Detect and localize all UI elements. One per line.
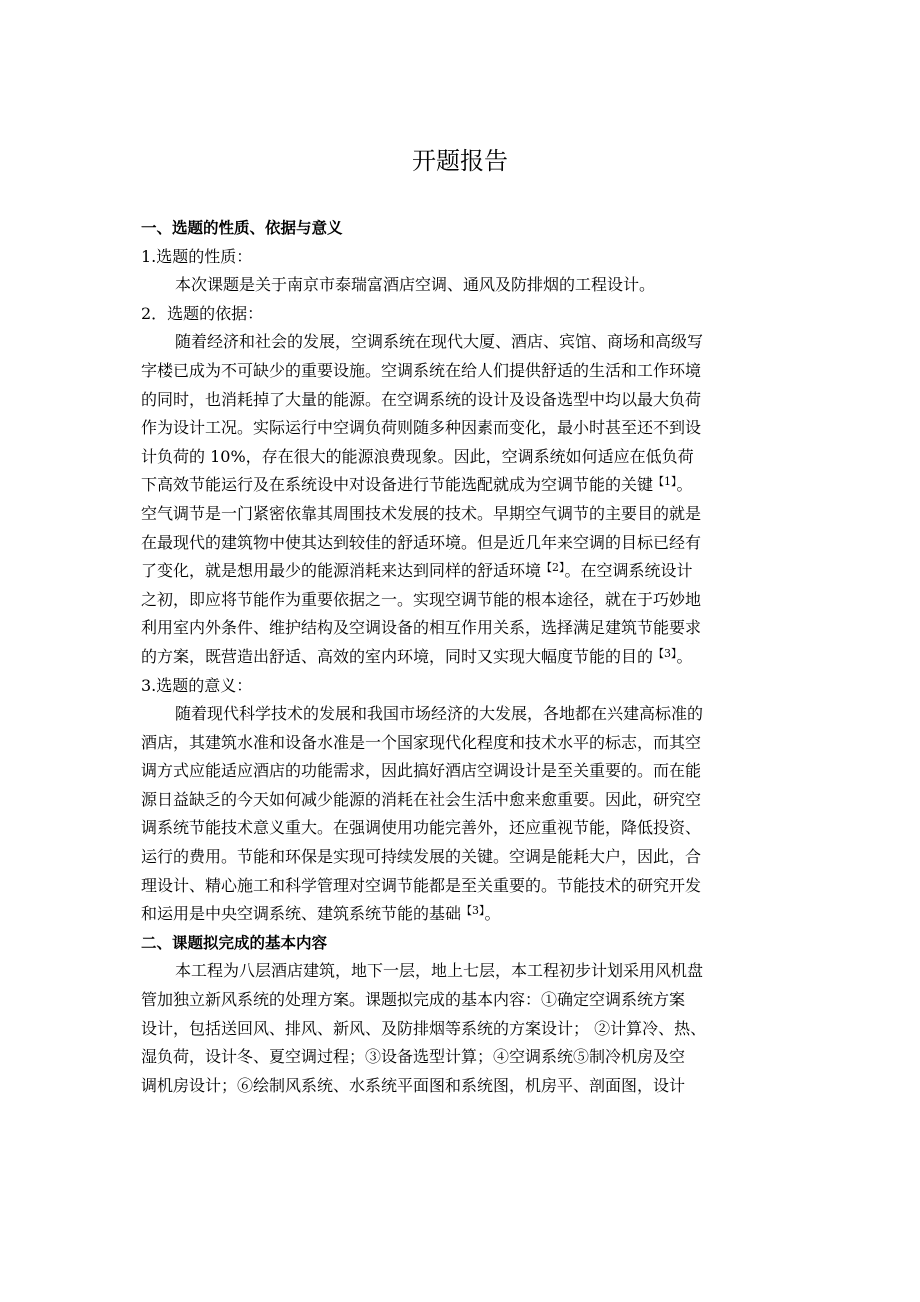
significance-line: 调系统节能技术意义重大。在强调使用功能完善外，还应重视节能，降低投资、 [141,818,702,838]
nature-paragraph: 本次课题是关于南京市泰瑞富酒店空调、通风及防排烟的工程设计。 [175,275,656,295]
basis-label: 2．选题的依据： [141,303,264,323]
page-title: 开题报告 [412,147,508,175]
section-heading-2: 二、课题拟完成的基本内容 [141,933,328,952]
content-line: 管加独立新风系统的处理方案。课题拟完成的基本内容：①确定空调系统方案 [141,990,686,1010]
basis-line-text: 的方案，既营造出舒适、高效的室内环境，同时又实现大幅度节能的目的 [141,646,654,666]
citation-ref-2: 【2】 [541,561,565,575]
citation-ref-3: 【3】 [653,646,677,660]
sentence-end: 。 [676,646,693,666]
significance-line: 源日益缺乏的今天如何减少能源的消耗在社会生活中愈来愈重要。因此，研究空 [141,789,702,809]
basis-line: 计负荷的 10%，存在很大的能源浪费现象。因此，空调系统如何适应在低负荷 [141,446,694,466]
basis-line-tail: 。在空调系统设计 [564,561,693,581]
citation-ref-3b: 【3】 [461,904,485,918]
significance-line: 运行的费用。节能和环保是实现可持续发展的关键。空调是能耗大户，因此，合 [141,847,702,867]
basis-line: 之初，即应将节能作为重要依据之一。实现空调节能的根本途径，就在于巧妙地 [141,589,702,609]
basis-line: 利用室内外条件、维护结构及空调设备的相互作用关系，选择满足建筑节能要求 [141,618,702,638]
significance-line-text: 和运用是中央空调系统、建筑系统节能的基础 [141,904,462,924]
basis-line: 的同时，也消耗掉了大量的能源。在空调系统的设计及设备选型中均以最大负荷 [141,389,702,409]
basis-line-text: 了变化，就是想用最少的能源消耗来达到同样的舒适环境 [141,561,542,581]
basis-line-with-ref [141,557,779,586]
significance-line: 随着现代科学技术的发展和我国市场经济的大发展，各地都在兴建高标准的 [175,704,704,724]
nature-label: 1.选题的性质： [141,246,253,266]
basis-line: 作为设计工况。实际运行中空调负荷则随多种因素而变化，最小时甚至还不到设 [141,418,702,438]
sentence-end: 。 [484,904,501,924]
citation-ref-1: 【1】 [653,475,677,489]
basis-line: 空气调节是一门紧密依靠其周围技术发展的技术。早期空气调节的主要目的就是 [141,503,702,523]
basis-line: 在最现代的建筑物中使其达到较佳的舒适环境。但是近几年来空调的目标已经有 [141,532,702,552]
significance-line: 理设计、精心施工和科学管理对空调节能都是至关重要的。节能技术的研究开发 [141,875,702,895]
basis-line: 字楼已成为不可缺少的重要设施。空调系统在给人们提供舒适的生活和工作环境 [141,360,702,380]
sentence-end: 。 [676,475,693,495]
basis-line: 随着经济和社会的发展，空调系统在现代大厦、酒店、宾馆、商场和高级写 [175,332,704,352]
content-line: 设计，包括送回风、排风、新风、及防排烟等系统的方案设计； ②计算冷、热、 [141,1018,707,1038]
significance-line-with-ref [141,900,779,929]
basis-line-with-ref [141,471,779,500]
content-line: 湿负荷，设计冬、夏空调过程；③设备选型计算；④空调系统⑤制冷机房及空 [141,1047,686,1067]
content-line: 本工程为八层酒店建筑，地下一层，地上七层，本工程初步计划采用风机盘 [175,961,704,981]
basis-line-with-ref [141,643,779,672]
significance-line: 酒店，其建筑水准和设备水准是一个国家现代化程度和技术水平的标志，而其空 [141,732,702,752]
section-heading-1: 一、选题的性质、依据与意义 [141,219,343,237]
basis-line-text: 下高效节能运行及在系统设中对设备进行节能选配就成为空调节能的关键 [141,475,654,495]
content-line: 调机房设计；⑥绘制风系统、水系统平面图和系统图，机房平、剖面图，设计 [141,1075,686,1095]
significance-line: 调方式应能适应酒店的功能需求，因此搞好酒店空调设计是至关重要的。而在能 [141,761,702,781]
significance-label: 3.选题的意义： [141,675,253,695]
document-body [141,214,779,1100]
